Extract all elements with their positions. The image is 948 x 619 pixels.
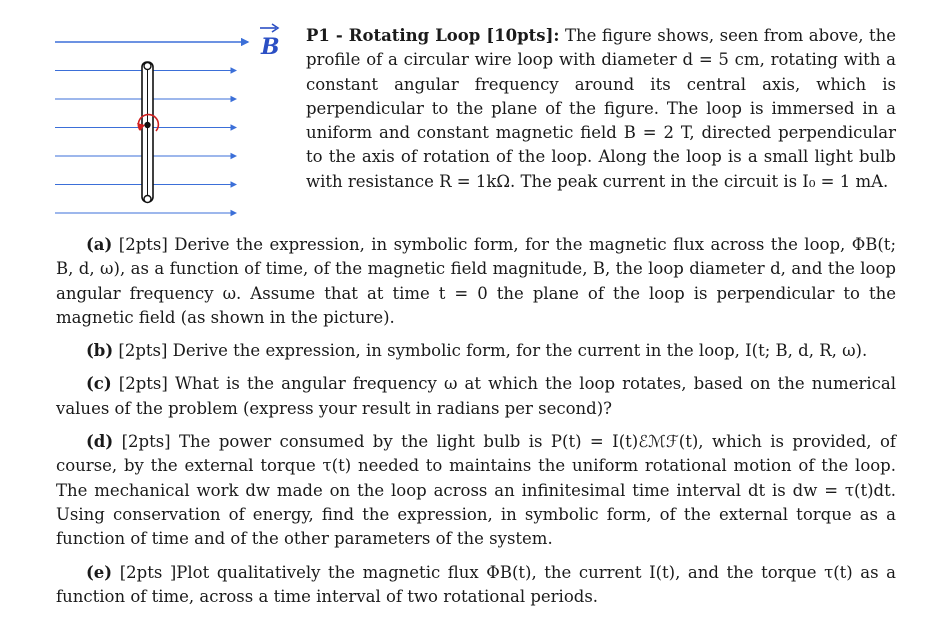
part-c-label: (c) bbox=[86, 374, 112, 394]
b-field-label: B bbox=[261, 34, 280, 60]
problem-parts bbox=[56, 233, 896, 618]
part-e bbox=[56, 561, 896, 610]
problem-title: P1 - Rotating Loop [10pts]: bbox=[306, 26, 560, 45]
part-a bbox=[56, 233, 896, 330]
part-a-label: (a) bbox=[86, 235, 113, 254]
part-d bbox=[56, 430, 896, 551]
b-field-vector-label bbox=[260, 24, 278, 32]
part-b bbox=[56, 339, 896, 363]
part-b-text: [2pts] Derive the expression, in symbolic form, for the current in the loop, I(t; B, d, R, ω). bbox=[118, 341, 868, 361]
part-c bbox=[56, 372, 896, 421]
figure-drawing bbox=[50, 18, 300, 228]
part-d-text: [2pts] The power consumed by the light bulb is P(t) = I(t)ℰℳℱ(t), which is provided, of course, by the external torque τ(t) needed to maintains the uniform rotational motion of the loop. The mechanical work dw made on the loop across an infinitesimal time interval dt is dw = τ(t)dt. Using conservation of energy, find the expression, in symbolic form, of the external torque as a function of time and of the other parameters of the system. bbox=[56, 432, 896, 549]
part-e-text: [2pts ]Plot qualitatively the magnetic flux ΦB(t), the current I(t), and the torque τ(t) as a function of time, across a time interval of two rotational periods. bbox=[56, 562, 897, 606]
part-a-text: [2pts] Derive the expression, in symbolic form, for the magnetic flux across the loop, ΦB(t; B, d, ω), as a function of time, of the magnetic field magnitude, B, the loop diameter d, and the loop angular frequency ω. Assume that at time t = 0 the plane of the loop is perpendicular to the magnetic field (as shown in the picture). bbox=[56, 235, 897, 327]
rotating-loop-figure bbox=[50, 18, 300, 228]
problem-intro bbox=[306, 24, 896, 194]
wire-loop-profile bbox=[142, 62, 153, 203]
problem-intro-text: The figure shows, seen from above, the profile of a circular wire loop with diameter d = 5 cm, rotating with a constant angular frequency around its central axis, which is perpendicular to the plane of the figure. The loop is immersed in a uniform and constant magnetic field B = 2 T, directed perpendicular to the axis of rotation of the loop. Along the loop is a small light bulb with resistance R = 1kΩ. The peak current in the circuit is I₀ = 1 mA. bbox=[306, 26, 896, 191]
part-d-label: (d) bbox=[86, 432, 114, 452]
part-e-label: (e) bbox=[86, 562, 113, 582]
part-b-label: (b) bbox=[86, 341, 114, 361]
part-c-text: [2pts] What is the angular frequency ω at which the loop rotates, based on the numerical values of the problem (express your result in radians per second)? bbox=[56, 374, 896, 418]
